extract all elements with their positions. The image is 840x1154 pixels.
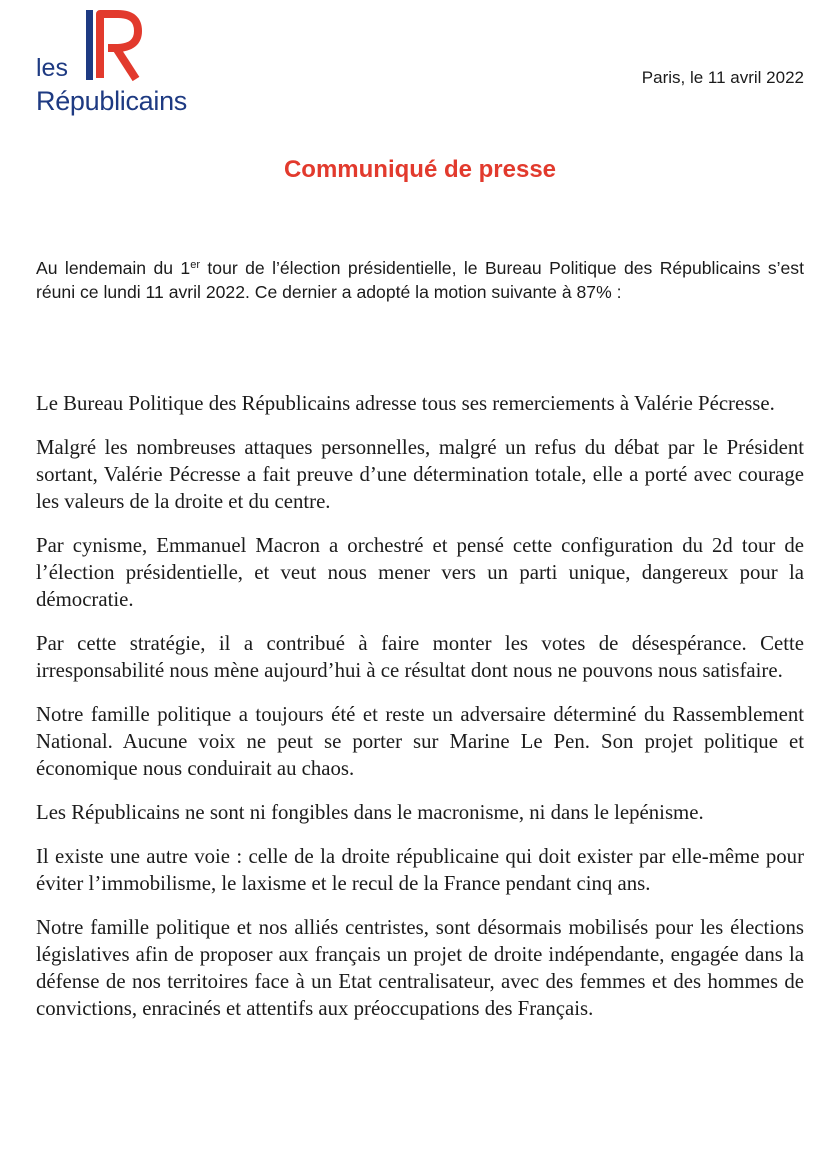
intro-ordinal-suffix: er (190, 259, 201, 271)
body-paragraph: Par cynisme, Emmanuel Macron a orchestré et pensé cette configuration du 2d tour de l’élection présidentielle, et veut nous mener vers un parti unique, dangereux pour la démocratie. (36, 534, 804, 611)
logo-text-les: les (36, 54, 68, 82)
logo-l-bar (86, 10, 93, 80)
body-paragraph: Malgré les nombreuses attaques personnelles, malgré un refus du débat par le Président sortant, Valérie Pécresse a fait preuve d’une détermination totale, elle a porté avec courage les valeurs de la droite et du centre. (36, 436, 804, 513)
motion-body (36, 390, 804, 1039)
body-paragraph: Il existe une autre voie : celle de la droite républicaine qui doit exister par elle-même pour éviter l’immobilisme, le laxisme et le recul de la France pendant cinq ans. (36, 845, 804, 895)
logo-r-leg (116, 48, 136, 79)
page-title: Communiqué de presse (283, 156, 557, 183)
party-logo (36, 10, 206, 120)
body-paragraph: Par cette stratégie, il a contribué à faire monter les votes de désespérance. Cette irresponsabilité nous mène aujourd’hui à ce résultat dont nous ne pouvons nous satisfaire. (36, 632, 804, 682)
body-paragraph: Notre famille politique et nos alliés centristes, sont désormais mobilisés pour les élections législatives afin de proposer aux français un projet de droite indépendante, engagée dans la défense de nos territoires face à un Etat centralisateur, avec des femmes et des hommes de convictions, enracinés et attentifs aux préoccupations des Français. (36, 916, 804, 1020)
intro-text-end: tour de l’élection présidentielle, le Bureau Politique des Républicains s’est réuni ce lundi 11 avril 2022. Ce dernier a adopté la motion suivante à 87% : (36, 258, 804, 302)
body-paragraph: Les Républicains ne sont ni fongibles dans le macronisme, ni dans le lepénisme. (36, 801, 704, 824)
date-line: Paris, le 11 avril 2022 (641, 68, 804, 87)
logo-text-republicains: Républicains (36, 86, 187, 116)
lr-monogram-icon (86, 10, 186, 90)
body-paragraph: Notre famille politique a toujours été et reste un adversaire déterminé du Rassemblement National. Aucune voix ne peut se porter sur Marine Le Pen. Son projet politique et économique nous conduirait au chaos. (36, 703, 804, 780)
intro-paragraph (36, 256, 804, 304)
body-paragraph: Le Bureau Politique des Républicains adresse tous ses remerciements à Valérie Pécresse. (36, 392, 775, 415)
intro-text-start: Au lendemain du 1 (36, 258, 191, 278)
